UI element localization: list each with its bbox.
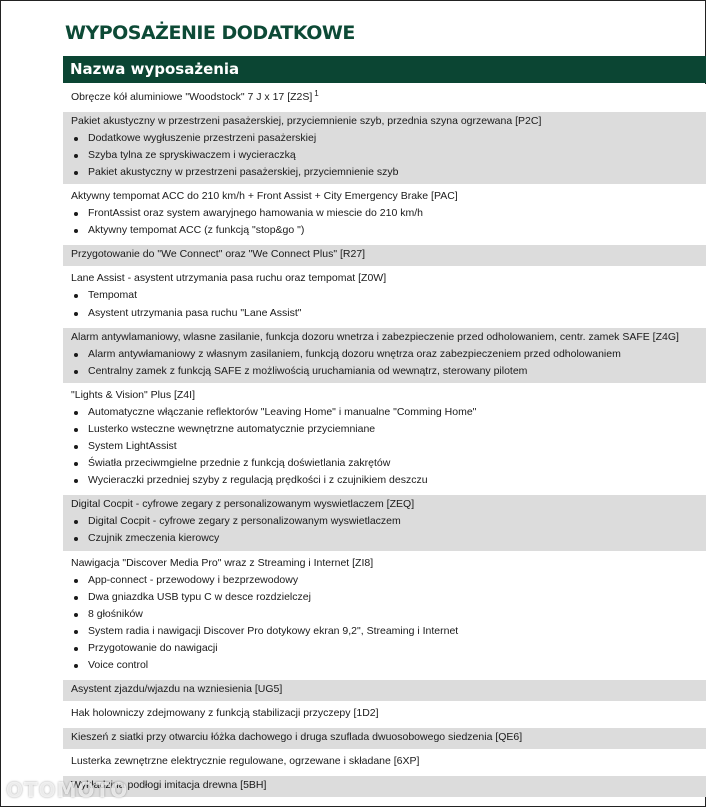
equipment-section	[63, 495, 706, 550]
list-item: Alarm antywłamaniowy z własnym zasilaniem, funkcją dozoru wnętrza oraz zabezpieczeniem przed odholowaniem	[71, 346, 706, 363]
equipment-title	[71, 246, 706, 263]
list-item: Czujnik zmeczenia kierowcy	[71, 530, 706, 547]
equipment-title-text: Obręcze kół aluminiowe "Woodstock" 7 J x 17 [Z2S]	[71, 91, 313, 103]
list-item: Lusterko wsteczne wewnętrzne automatycznie przyciemniane	[71, 421, 706, 438]
equipment-section	[63, 187, 706, 242]
list-item: System radia i nawigacji Discover Pro dotykowy ekran 9,2", Streaming i Internet	[71, 623, 706, 640]
equipment-section	[63, 680, 706, 701]
equipment-title-text: Digital Cocpit - cyfrowe zegary z personalizowanym wyswietlaczem [ZEQ]	[71, 498, 415, 511]
footnote-marker: 1	[314, 89, 319, 98]
list-item: Tempomat	[71, 287, 706, 304]
table-header-label: Nazwa wyposażenia	[70, 60, 240, 78]
equipment-section	[63, 269, 706, 324]
list-item: App-connect - przewodowy i bezprzewodowy	[71, 572, 706, 589]
equipment-title	[71, 329, 706, 346]
list-item: Dwa gniazdka USB typu C w desce rozdzielczej	[71, 589, 706, 606]
watermark: OTOMOTO	[6, 778, 129, 802]
equipment-title	[71, 270, 706, 287]
list-item: 8 głośników	[71, 606, 706, 623]
equipment-title-text: Aktywny tempomat ACC do 210 km/h + Front Assist + City Emergency Brake [PAC]	[71, 190, 458, 203]
list-item: System LightAssist	[71, 438, 706, 455]
equipment-items	[71, 572, 706, 675]
equipment-items	[71, 130, 706, 181]
equipment-title	[71, 85, 706, 106]
equipment-items	[71, 513, 706, 547]
list-item: FrontAssist oraz system awaryjnego hamowania w miescie do 210 km/h	[71, 205, 706, 222]
equipment-title	[71, 681, 706, 698]
equipment-title	[71, 555, 706, 572]
equipment-title-text: "Lights & Vision" Plus [Z4I]	[71, 388, 195, 401]
equipment-title-text: Wykładzina podłogi imitacja drewna [5BH]	[71, 779, 267, 792]
equipment-items	[71, 287, 706, 321]
equipment-title-text: Lane Assist - asystent utrzymania pasa ruchu oraz tempomat [Z0W]	[71, 272, 387, 285]
list-item: Aktywny tempomat ACC (z funkcją "stop&go ")	[71, 222, 706, 239]
list-item: Szyba tylna ze spryskiwaczem i wycieraczką	[71, 147, 706, 164]
equipment-section	[63, 245, 706, 266]
list-item: Digital Cocpit - cyfrowe zegary z personalizowanym wyswietlaczem	[71, 513, 706, 530]
list-item: Voice control	[71, 657, 706, 674]
equipment-title-text: Nawigacja "Discover Media Pro" wraz z Streaming i Internet [ZI8]	[71, 556, 374, 569]
equipment-title	[71, 188, 706, 205]
equipment-section	[63, 386, 706, 492]
equipment-title-text: Przygotowanie do "We Connect" oraz "We Connect Plus" [R27]	[71, 248, 366, 261]
equipment-title-text: Lusterka zewnętrzne elektrycznie regulowane, ogrzewane i składane [6XP]	[71, 755, 420, 768]
equipment-list	[63, 84, 706, 797]
list-item: Centralny zamek z funkcją SAFE z możliwością uruchamiania od wewnątrz, sterowany pilotem	[71, 363, 706, 380]
list-item: Asystent utrzymania pasa ruchu "Lane Assist"	[71, 305, 706, 322]
equipment-title	[71, 387, 706, 404]
list-item: Automatyczne włączanie reflektorów "Leaving Home" i manualne "Comming Home"	[71, 404, 706, 421]
equipment-title	[71, 705, 706, 722]
equipment-items	[71, 346, 706, 380]
equipment-title	[71, 113, 706, 130]
list-item: Przygotowanie do nawigacji	[71, 640, 706, 657]
equipment-section	[63, 728, 706, 749]
equipment-section	[63, 328, 706, 383]
list-item: Pakiet akustyczny w przestrzeni pasażerskiej, przyciemnienie szyb	[71, 164, 706, 181]
list-item: Dodatkowe wygłuszenie przestrzeni pasażerskiej	[71, 130, 706, 147]
equipment-items	[71, 205, 706, 239]
equipment-title-text: Asystent zjazdu/wjazdu na wzniesienia [UG5]	[71, 683, 283, 696]
equipment-title	[71, 753, 706, 770]
equipment-section	[63, 704, 706, 725]
list-item: Wycieraczki przedniej szyby z regulacją prędkości i z czujnikiem deszczu	[71, 472, 706, 489]
equipment-section	[63, 752, 706, 773]
equipment-section	[63, 776, 706, 797]
equipment-items	[71, 404, 706, 489]
list-item: Światła przeciwmgielne przednie z funkcją doświetlania zakrętów	[71, 455, 706, 472]
equipment-title-text: Kieszeń z siatki przy otwarciu łóżka dachowego i druga szuflada dwuosobowego siedzenia [QE6]	[71, 731, 523, 744]
page-title: WYPOSAŻENIE DODATKOWE	[65, 22, 355, 44]
equipment-section	[63, 84, 706, 109]
equipment-title-text: Alarm antywlamaniowy, wlasne zasilanie, funkcja dozoru wnetrza i zabezpieczenie przed odholowaniem, centr. zamek SAFE [Z4G]	[71, 330, 679, 343]
equipment-title-text: Hak holowniczy zdejmowany z funkcją stabilizacji przyczepy [1D2]	[71, 707, 379, 720]
table-header	[63, 56, 706, 83]
equipment-title	[71, 729, 706, 746]
equipment-title-text: Pakiet akustyczny w przestrzeni pasażerskiej, przyciemnienie szyb, przednia szyna ogrzewana [P2C]	[71, 115, 542, 127]
equipment-section	[63, 112, 706, 184]
equipment-title	[71, 777, 706, 794]
equipment-title	[71, 496, 706, 513]
equipment-section	[63, 554, 706, 678]
